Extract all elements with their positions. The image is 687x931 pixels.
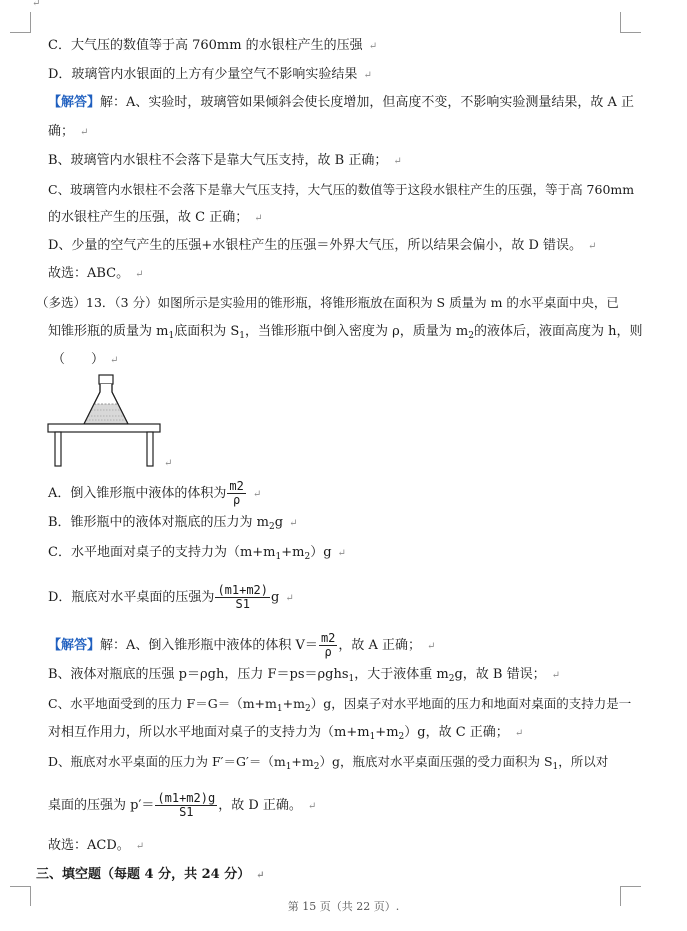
- q13-solution-line-3: C、水平地面受到的压力 $F=G=(m+m_1+m_2)g$，因桌子对水平地面的压力和地面对桌面的支持力是一: [48, 696, 632, 714]
- q13-solution-line-6: 桌面的压强为 p′＝ $\frac{(m1+m2)g}{S1}$ ，故 D 正确。 ↵: [48, 791, 317, 819]
- crop-mark-top-left-h: [10, 32, 31, 33]
- fraction-pressure-solution: $\frac{(m1+m2)g}{S1}$: [157, 791, 216, 819]
- solution-line-4: C、玻璃管内水银柱不会落下是靠大气压支持，大气压的数值等于这段水银柱产生的压强，等于高 760mm: [48, 182, 635, 197]
- page-footer: 第 15 页（共 22 页）.: [287, 900, 400, 913]
- q13-solution-line-1: 【解答】解：A、倒入锥形瓶中液体的体积 V＝ $\frac{m2}{\rho}$ ，故 A 正确； ↵: [48, 631, 436, 659]
- q13-final-choice: 故选：ACD。 ↵: [48, 838, 145, 853]
- page-number: 第 15 页（共 22 页）: [287, 900, 396, 913]
- option-a: A．倒入锥形瓶中液体的体积为 $\frac{m2}{\rho}$ ↵: [48, 479, 262, 507]
- top-return-mark: ↵: [32, 0, 41, 9]
- final-choice-prev: 故选：ABC。 ↵: [48, 266, 144, 281]
- crop-mark-top-right: [620, 12, 621, 32]
- answer-tag: 【解答】: [48, 95, 101, 110]
- fraction-volume-solution: $\frac{m2}{\rho}$: [320, 631, 336, 659]
- option-c-prev: C．大气压的数值等于高 760mm 的水银柱产生的压强 ↵: [48, 38, 378, 53]
- q13-solution-line-5: D、瓶底对水平桌面的压力为 $F'=G'=(m_1+m_2)g$，瓶底对水平桌面压强的受力面积为 $S_1$，所以对: [48, 754, 609, 772]
- option-d: D．瓶底对水平桌面的压强为 $\frac{(m1+m2)}{S1}$ g ↵: [48, 583, 294, 611]
- fraction-pressure: $\frac{(m1+m2)}{S1}$: [217, 583, 269, 611]
- crop-mark-bottom-right-h: [620, 886, 641, 887]
- q13-solution-line-4: 对相互作用力，所以水平地面对桌子的支持力为$(m+m_1+m_2)g$，故 C 正确； ↵: [48, 725, 524, 742]
- answer-tag-q13: 【解答】: [48, 638, 101, 653]
- option-b: B．锥形瓶中的液体对瓶底的压力为 $m_2g$ ↵: [48, 515, 298, 532]
- crop-mark-bottom-left-h: [10, 886, 31, 887]
- fraction-volume: $\frac{m2}{\rho}$: [229, 479, 244, 507]
- solution-line-6: D、少量的空气产生的压强+水银柱产生的压强＝外界大气压，所以结果会偏小，故 D 错误。 ↵: [48, 238, 597, 253]
- crop-mark-top-right-h: [620, 32, 641, 33]
- solution-line-5: 的水银柱产生的压强，故 C 正确； ↵: [48, 210, 263, 225]
- solution-line-2: 确； ↵: [48, 124, 89, 139]
- question-13-line-2: 知锥形瓶的质量为 $m_1$底面积为 $S_1$，当锥形瓶中倒入密度为 ρ，质量为 $m_2$的液体后，液面高度为 h，则: [48, 324, 643, 341]
- question-13-line-1: （多选）13．（3 分）如图所示是实验用的锥形瓶，将锥形瓶放在面积为 S 质量为 m 的水平桌面中央，已: [36, 295, 619, 310]
- crop-mark-top-left: [30, 12, 31, 32]
- q13-solution-line-2: B、液体对瓶底的压强 p＝ρgh，压力 F＝ps＝ρghs$_1$，大于液体重 $m_2g$，故 B 错误； ↵: [48, 667, 560, 684]
- conical-flask: [84, 375, 128, 424]
- solution-line-3: B、玻璃管内水银柱不会落下是靠大气压支持，故 B 正确； ↵: [48, 153, 402, 168]
- option-d-prev: D．玻璃管内水银面的上方有少量空气不影响实验结果 ↵: [48, 67, 372, 82]
- flask-on-table-figure: [46, 372, 164, 468]
- solution-line-1: 【解答】解：A、实验时，玻璃管如果倾斜会使长度增加，但高度不变，不影响实验测量结果，故 A 正: [48, 95, 635, 110]
- section-3-heading: 三、填空题（每题 4 分，共 24 分） ↵: [36, 867, 265, 882]
- figure-return-mark: ↵: [164, 458, 173, 469]
- question-13-line-3: （ ） ↵: [52, 352, 119, 367]
- option-c: C．水平地面对桌子的支持力为$(m+m_1+m_2)g$ ↵: [48, 545, 346, 562]
- table: [48, 424, 160, 466]
